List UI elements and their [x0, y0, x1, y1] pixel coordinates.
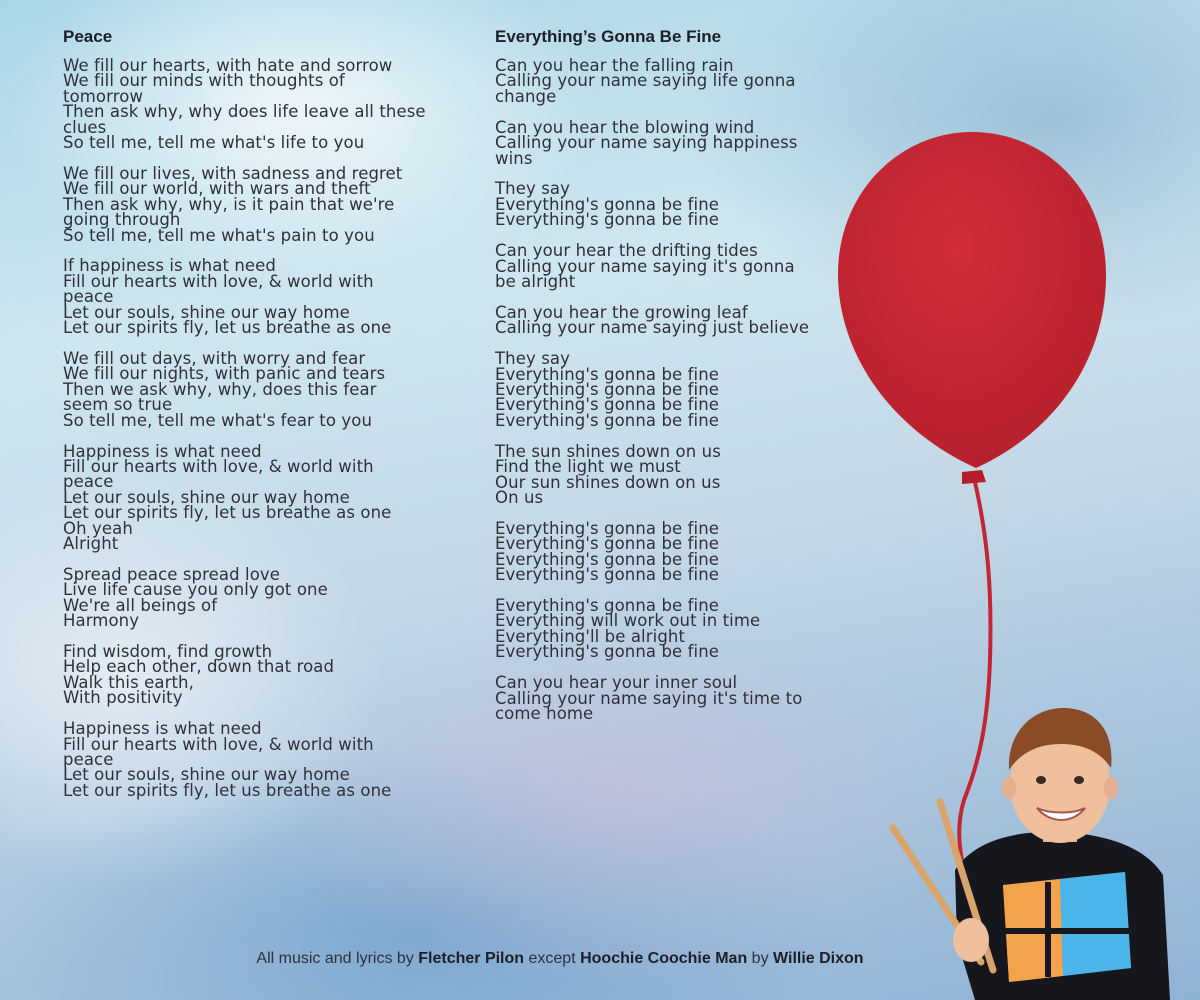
lyric-line: Calling your name saying happiness	[495, 133, 798, 153]
credits-by: by	[751, 950, 769, 967]
lyric-line: Then ask why, why does life leave all these	[63, 102, 426, 122]
stanza	[63, 163, 463, 245]
lyric-line: Everything's gonna be fine	[495, 210, 720, 230]
lyric-line: Alright	[63, 533, 119, 553]
lyric-line: peace	[63, 287, 114, 307]
balloon-knot	[962, 470, 986, 484]
lyric-line: Then we ask why, why, does this fear	[63, 379, 377, 399]
lyric-line: Everything's gonna be fine	[495, 549, 720, 569]
lyric-line: We fill out days, with worry and fear	[63, 349, 366, 368]
lyric-line: Calling your name saying just believe	[495, 318, 810, 338]
lyric-line: Our sun shines down on us	[495, 472, 721, 492]
song-column-peace	[63, 26, 463, 814]
lyric-line: Then ask why, why, is it pain that we're	[63, 194, 395, 214]
lyric-line: We fill our minds with thoughts of	[63, 71, 345, 91]
stanza	[63, 644, 463, 706]
lyric-line: Can you hear the blowing wind	[495, 117, 755, 137]
lyric-line: Calling your name saying it's time to	[495, 688, 803, 708]
lyric-line: Happiness is what need	[63, 719, 262, 739]
lyric-line: peace	[63, 749, 114, 769]
lyric-line: clues	[63, 117, 107, 137]
stanza	[495, 58, 835, 104]
lyric-line: Help each other, down that road	[63, 657, 335, 677]
lyric-line: Harmony	[63, 611, 140, 631]
lyric-line: Walk this earth,	[63, 672, 194, 692]
lyric-line: We fill our lives, with sadness and regret	[63, 163, 403, 183]
stanza	[63, 441, 463, 553]
lyric-line: Everything will work out in time	[495, 611, 761, 631]
lyric-line: come home	[495, 703, 594, 723]
credits-prefix: All music and lyrics by	[256, 950, 414, 967]
lyric-line: Fill our hearts with love, & world with	[63, 734, 374, 754]
lyric-line: Spread peace spread love	[63, 564, 281, 584]
lyric-line: Let our spirits fly, let us breathe as one	[63, 503, 392, 523]
lyric-line: Let our souls, shine our way home	[63, 487, 350, 507]
lyric-line: We fill our world, with wars and theft	[63, 179, 371, 199]
stanza	[63, 351, 463, 428]
lyric-line: Live life cause you only got one	[63, 580, 328, 600]
lyric-line: So tell me, tell me what's life to you	[63, 133, 365, 153]
lyric-line: They say	[495, 179, 570, 199]
lyric-line: Let our spirits fly, let us breathe as one	[63, 780, 392, 800]
lyric-line: Can your hear the drifting tides	[495, 241, 758, 261]
stanza	[495, 243, 835, 289]
lyric-line: Everything's gonna be fine	[495, 518, 720, 538]
lyric-line: Calling your name saying life gonna	[495, 71, 796, 91]
lyrics	[495, 58, 835, 721]
lyric-line: Everything's gonna be fine	[495, 534, 720, 554]
lyric-line: Everything's gonna be fine	[495, 595, 720, 615]
lyric-line: tomorrow	[63, 86, 144, 106]
lyric-line: Can you hear the falling rain	[495, 56, 734, 75]
stanza	[495, 302, 835, 338]
song-title: Peace	[63, 27, 113, 46]
stanza	[495, 179, 835, 230]
stanza	[495, 351, 835, 428]
lyric-line: Find the light we must	[495, 457, 681, 477]
lyric-line: Calling your name saying it's gonna	[495, 256, 795, 276]
lyric-line: Oh yeah	[63, 518, 133, 538]
lyric-line: Everything'll be alright	[495, 626, 686, 646]
credits-artist: Fletcher Pilon	[418, 950, 525, 967]
stanza	[63, 56, 463, 153]
lyric-line: Happiness is what need	[63, 441, 262, 461]
lyric-line: peace	[63, 472, 114, 492]
lyric-line: going through	[63, 210, 181, 230]
lyric-line: We're all beings of	[63, 595, 218, 615]
stanza	[495, 595, 835, 662]
lyric-line: With positivity	[63, 688, 183, 708]
lyric-line: Everything's gonna be fine	[495, 194, 720, 214]
balloon-body	[838, 132, 1106, 468]
credits-footer	[0, 950, 1120, 968]
lyric-line: Everything's gonna be fine	[495, 642, 720, 662]
lyric-line: Everything's gonna be fine	[495, 565, 720, 585]
lyric-line: seem so true	[63, 395, 173, 415]
song-title: Everything’s Gonna Be Fine	[495, 27, 722, 46]
song-column-everythings-gonna-be-fine	[495, 26, 835, 737]
stanza	[495, 675, 835, 721]
lyric-line: Everything's gonna be fine	[495, 380, 720, 399]
stanza	[495, 518, 835, 585]
lyric-line: Can you hear the growing leaf	[495, 302, 748, 322]
lyric-line: be alright	[495, 271, 576, 291]
stanza	[495, 117, 835, 168]
lyric-line: Let our souls, shine our way home	[63, 765, 350, 785]
lyric-line: change	[495, 86, 557, 106]
lyric-line: Find wisdom, find growth	[63, 642, 273, 661]
credits-except: except	[528, 950, 576, 967]
lyric-line: So tell me, tell me what's fear to you	[63, 410, 373, 430]
stanza	[63, 564, 463, 631]
lyric-line: Let our souls, shine our way home	[63, 302, 350, 322]
lyric-line: They say	[495, 349, 570, 369]
lyric-line: Let our spirits fly, let us breathe as one	[63, 318, 392, 338]
lyric-line: We fill our nights, with panic and tears	[63, 364, 386, 384]
stanza	[63, 256, 463, 338]
lyric-line: On us	[495, 487, 544, 507]
stanza	[63, 721, 463, 798]
credits-cover-song: Hoochie Coochie Man	[580, 950, 748, 967]
lyric-line: Everything's gonna be fine	[495, 395, 720, 415]
lyric-line: We fill our hearts, with hate and sorrow	[63, 56, 393, 75]
lyric-line: So tell me, tell me what's pain to you	[63, 225, 375, 245]
lyric-line: Fill our hearts with love, & world with	[63, 271, 374, 291]
lyric-line: Everything's gonna be fine	[495, 410, 720, 430]
lyric-line: wins	[495, 148, 533, 168]
lyrics	[63, 58, 463, 798]
stanza	[495, 441, 835, 507]
credits-cover-artist: Willie Dixon	[773, 950, 864, 967]
lyric-line: Everything's gonna be fine	[495, 364, 720, 384]
lyric-line: Can you hear your inner soul	[495, 673, 738, 693]
lyric-line: Fill our hearts with love, & world with	[63, 456, 374, 476]
lyric-line: If happiness is what need	[63, 256, 277, 276]
lyric-line: The sun shines down on us	[495, 441, 721, 461]
